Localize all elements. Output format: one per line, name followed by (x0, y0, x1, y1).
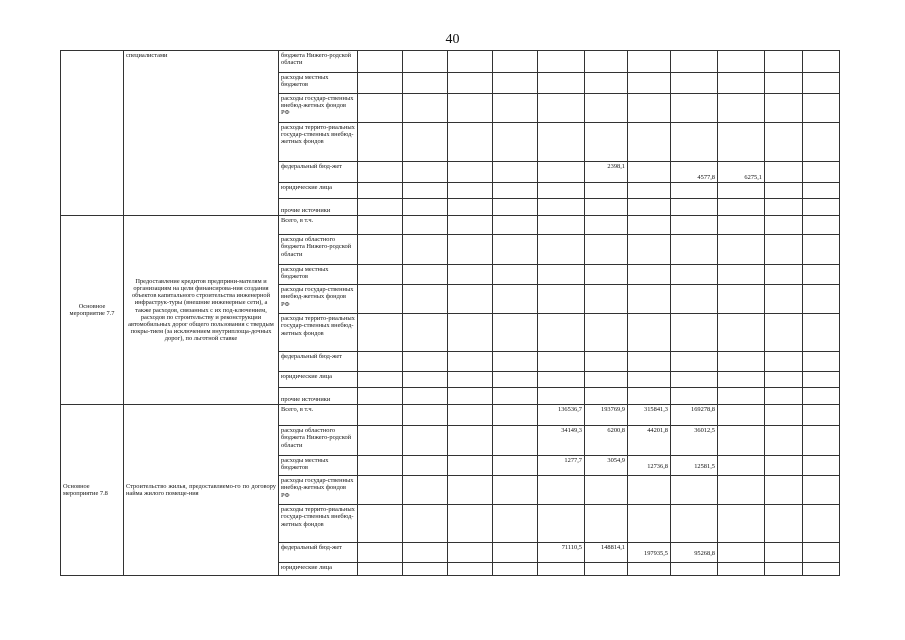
value-cell (628, 563, 671, 576)
value-cell (718, 314, 765, 352)
source-cell: федеральный бюд-жет (279, 162, 358, 183)
value-cell (538, 73, 585, 94)
value-cell (628, 73, 671, 94)
value-cell (671, 235, 718, 265)
value-cell (538, 563, 585, 576)
source-cell: расходы местных бюджетов (279, 456, 358, 476)
source-cell: федеральный бюд-жет (279, 543, 358, 563)
value-cell (538, 265, 585, 285)
value-cell (718, 352, 765, 372)
value-cell (718, 285, 765, 314)
value-cell (628, 199, 671, 216)
value-cell (538, 476, 585, 505)
value-cell: 3054,9 (585, 456, 628, 476)
value-cell (671, 285, 718, 314)
value-cell (585, 94, 628, 123)
source-cell: расходы областного бюджета Нижего-родской области (279, 235, 358, 265)
block-77-label: Основное мероприятие 7.7 (61, 216, 124, 405)
source-cell: бюджета Нижего-родской области (279, 51, 358, 73)
value-cell (628, 372, 671, 388)
value-cell (718, 216, 765, 235)
source-cell: расходы государ-ственных внебюд-жетных фондов РФ (279, 94, 358, 123)
value-cell (538, 94, 585, 123)
value-cell (585, 73, 628, 94)
value-cell (718, 476, 765, 505)
value-cell (538, 162, 585, 183)
value-cell (538, 352, 585, 372)
page-number: 40 (445, 32, 460, 47)
value-cell (538, 314, 585, 352)
block-77-description: Предоставление кредитов предприни-мателям и организациям на цели финансирова-ния создания объектов капитального строительства инженерной инфраструк-туры (внешние инженерные сети), а также расходов, связанных с их под-ключением, расходов по строительству и реконструкции автомобильных дорог общего пользования с твердым покры-тием (за исключением внутриплоща-дочных дорог), по льготной ставке (124, 216, 279, 405)
value-cell (585, 285, 628, 314)
value-cell (585, 265, 628, 285)
value-cell (585, 123, 628, 162)
budget-table (60, 50, 840, 576)
value-cell: 2398,1 (585, 162, 628, 183)
value-cell (538, 123, 585, 162)
value-cell (630, 163, 668, 174)
value-cell (628, 314, 671, 352)
value-cell: 4577,8 (697, 174, 715, 181)
source-cell: расходы террито-риальных государ-ственных внебюд-жетных фондов (279, 123, 358, 162)
value-cell: 34149,3 (538, 426, 585, 456)
value-cell (628, 183, 671, 199)
source-cell: расходы террито-риальных государ-ственных внебюд-жетных фондов (279, 505, 358, 543)
value-cell (585, 476, 628, 505)
value-cell (671, 51, 718, 73)
value-cell (671, 476, 718, 505)
source-cell: расходы местных бюджетов (279, 265, 358, 285)
value-cell (538, 505, 585, 543)
value-cell (718, 456, 765, 476)
value-cell (628, 94, 671, 123)
table-row (61, 216, 840, 235)
value-cell (671, 199, 718, 216)
cont-description: специалистами (124, 51, 279, 216)
value-cell (718, 265, 765, 285)
value-cell (718, 94, 765, 123)
cont-label-cell (61, 51, 124, 216)
value-cell (628, 388, 671, 405)
value-cell (718, 199, 765, 216)
table-row (61, 405, 840, 426)
value-cell (628, 51, 671, 73)
value-cell: 136536,7 (538, 405, 585, 426)
value-cell: 1277,7 (538, 456, 585, 476)
value-cell (718, 426, 765, 456)
value-cell (671, 314, 718, 352)
value-cell (538, 183, 585, 199)
value-cell (718, 405, 765, 426)
value-cell (718, 372, 765, 388)
value-cell (585, 216, 628, 235)
value-cell (671, 265, 718, 285)
value-cell (585, 563, 628, 576)
value-cell (671, 216, 718, 235)
value-cell (628, 123, 671, 162)
value-cell (538, 51, 585, 73)
value-cell (585, 505, 628, 543)
source-cell: расходы местных бюджетов (279, 73, 358, 94)
value-cell (538, 199, 585, 216)
value-cell (718, 73, 765, 94)
value-cell (671, 372, 718, 388)
value-cell (718, 235, 765, 265)
value-cell (671, 563, 718, 576)
value-cell: 169278,8 (671, 405, 718, 426)
value-cell (671, 352, 718, 372)
value-cell (671, 94, 718, 123)
value-cell (628, 235, 671, 265)
value-cell (718, 51, 765, 73)
value-cell (671, 388, 718, 405)
value-cell (538, 235, 585, 265)
value-cell: 71110,5 (538, 543, 585, 563)
value-cell: 6200,8 (585, 426, 628, 456)
source-cell: прочие источники (279, 388, 358, 405)
value-cell (628, 216, 671, 235)
value-cell (538, 285, 585, 314)
value-cell (718, 123, 765, 162)
value-cell (671, 73, 718, 94)
value-cell (585, 388, 628, 405)
source-cell: прочие источники (279, 199, 358, 216)
value-cell (585, 199, 628, 216)
value-cell (671, 123, 718, 162)
value-cell: 12736,8 (647, 463, 668, 471)
value-cell: 148814,1 (585, 543, 628, 563)
value-cell (628, 476, 671, 505)
block-78-description: Строительство жилья, предоставляемо-го по договору найма жилого помеще-ния (124, 405, 279, 576)
source-cell: Всего, в т.ч. (279, 216, 358, 235)
value-cell (718, 183, 765, 199)
value-cell (585, 51, 628, 73)
value-cell: 36012,5 (671, 426, 718, 456)
block-78-label: Основное мероприятие 7.8 (61, 405, 124, 576)
value-cell (628, 352, 671, 372)
value-cell: 95268,8 (694, 550, 715, 558)
value-cell (585, 235, 628, 265)
source-cell: расходы государ-ственных внебюд-жетных фондов РФ (279, 476, 358, 505)
value-cell: 315841,3 (628, 405, 671, 426)
source-cell: юридические лица (279, 563, 358, 576)
value-cell (671, 183, 718, 199)
value-cell (585, 372, 628, 388)
value-cell (718, 563, 765, 576)
value-cell (718, 388, 765, 405)
value-cell: 12581,5 (694, 463, 715, 471)
source-cell: Всего, в т.ч. (279, 405, 358, 426)
value-cell (718, 505, 765, 543)
source-cell: федеральный бюд-жет (279, 352, 358, 372)
value-cell: 44201,8 (628, 426, 671, 456)
source-cell: расходы террито-риальных государ-ственных внебюд-жетных фондов (279, 314, 358, 352)
value-cell (585, 352, 628, 372)
value-cell: 197935,5 (644, 550, 668, 558)
source-cell: юридические лица (279, 372, 358, 388)
value-cell (538, 372, 585, 388)
source-cell: юридические лица (279, 183, 358, 199)
value-cell: 193769,9 (585, 405, 628, 426)
value-cell: 6275,1 (744, 174, 762, 181)
value-cell (671, 505, 718, 543)
value-cell (585, 183, 628, 199)
value-cell (538, 216, 585, 235)
value-cell (628, 285, 671, 314)
source-cell: расходы областного бюджета Нижего-родской области (279, 426, 358, 456)
value-cell (628, 505, 671, 543)
value-cell (538, 388, 585, 405)
value-cell (628, 265, 671, 285)
value-cell (718, 543, 765, 563)
source-cell: расходы государ-ственных внебюд-жетных фондов РФ (279, 285, 358, 314)
value-cell (585, 314, 628, 352)
table-row (61, 51, 840, 73)
